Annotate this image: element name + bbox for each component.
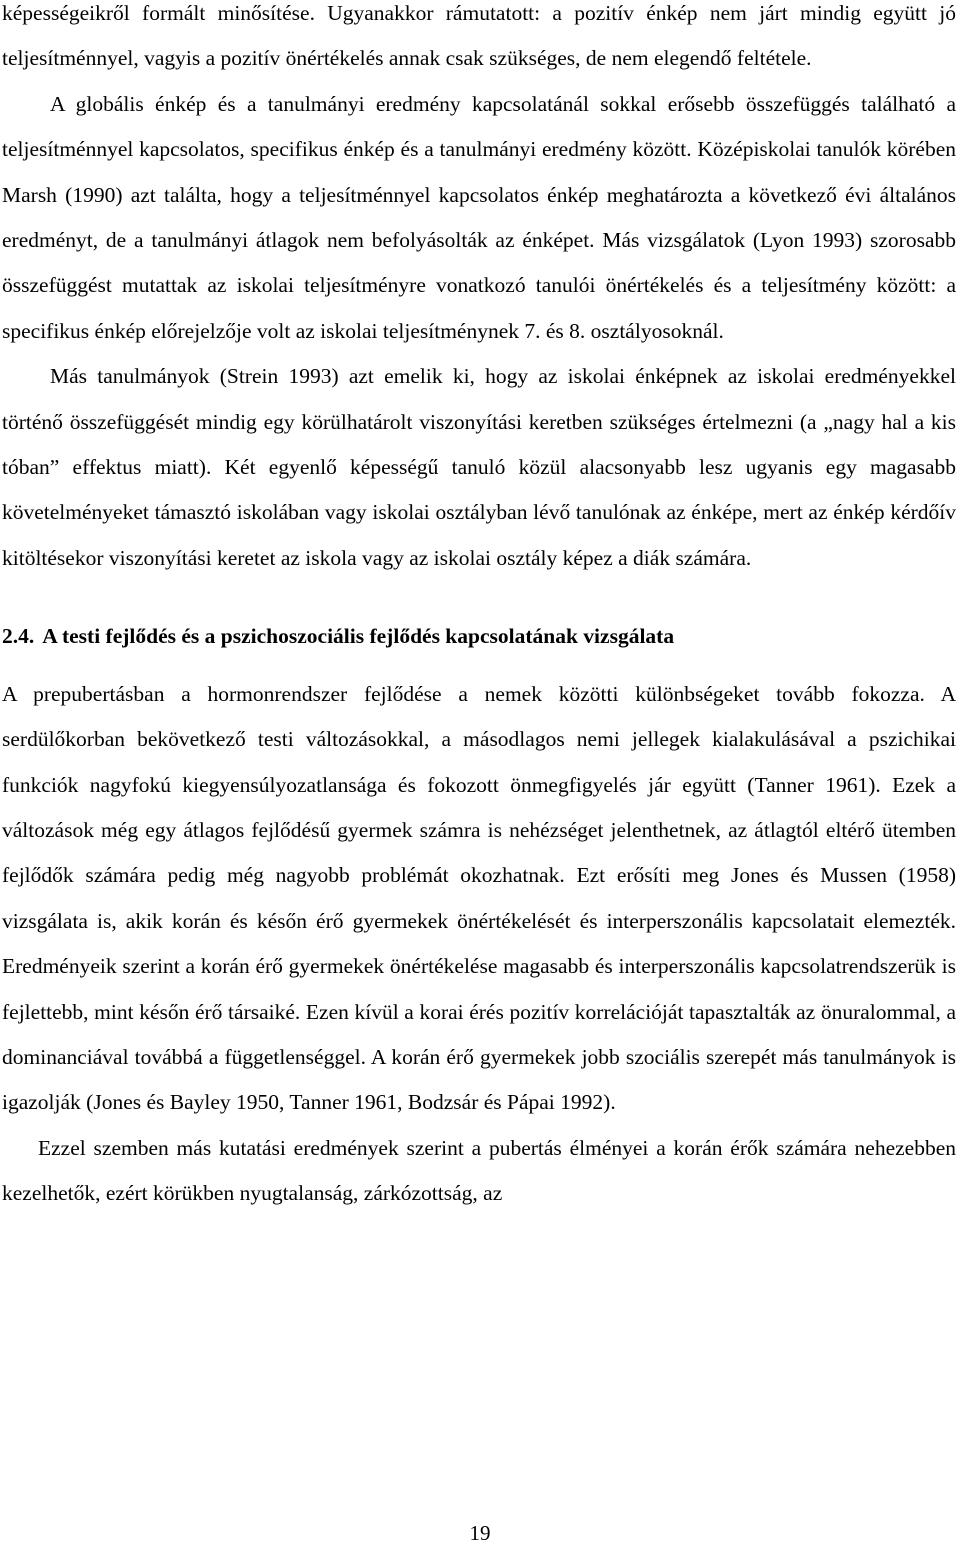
paragraph-contrary-results: Ezzel szemben más kutatási eredmények szerint a pubertás élményei a korán érők számára nehezebben kezelhetők, ezért körükben nyugtalanság, zárkózottság, az [2, 1135, 956, 1206]
section-heading [2, 614, 956, 659]
paragraph-continuation: képességeikről formált minősítése. Ugyanakkor rámutatott: a pozitív énkép nem járt mindig együtt jó teljesítménnyel, vagyis a pozitív önértékelés annak csak szükséges, de nem elegendő feltétele. [2, 1, 956, 71]
section-title: A testi fejlődés és a pszichoszociális fejlődés kapcsolatának vizsgálata [42, 624, 675, 649]
paragraph-other-studies: Más tanulmányok (Strein 1993) azt emelik ki, hogy az iskolai énképnek az iskolai eredményekkel történő összefüggését mindig egy körülhatárolt viszonyítási keretben szükséges értelmezni (a „nagy hal a kis tóban” effektus miatt). Két egyenlő képességű tanuló közül alacsonyabb lesz ugyanis egy magasabb követelményeket támasztó iskolában vagy iskolai osztályban lévő tanulónak az énképe, mert az énkép kérdőív kitöltésekor viszonyítási keretet az iskola vagy az iskolai osztály képez a diák számára. [2, 364, 956, 570]
page-number: 19 [469, 1521, 491, 1545]
section-number: 2.4. [2, 624, 35, 649]
paragraph-prepuberty: A prepubertásban a hormonrendszer fejlődése a nemek közötti különbségeket tovább fokozza. A serdülőkorban bekövetkező testi változásokkal, a másodlagos nemi jellegek kialakulásával a pszichikai funkciók nagyfokú kiegyensúlyozatlansága és fokozott önmegfigyelés jár együtt (Tanner 1961). Ezek a változások még egy átlagos fejlődésű gyermek számra is nehézséget jelenthetnek, az átlagtól eltérő ütemben fejlődők számára pedig még nagyobb problémát okozhatnak. Ezt erősíti meg Jones és Mussen (1958) vizsgálata is, akik korán és későn érő gyermekek önértékelését és interperszonális kapcsolatait elemezték. Eredményeik szerint a korán érő gyermekek önértékelése magasabb és interperszonális kapcsolatrendszerük is fejlettebb, mint későn érő társaiké. Ezen kívül a korai érés pozitív korrelációját tapasztalták az önuralommal, a dominanciával továbbá a függetlenséggel. A korán érő gyermekek jobb szociális szerepét más tanulmányok is igazolják (Jones és Bayley 1950, Tanner 1961, Bodzsár és Pápai 1992). [2, 681, 956, 1115]
document-body [2, 0, 956, 1217]
paragraph-global-self-image: A globális énkép és a tanulmányi eredmény kapcsolatánál sokkal erősebb összefüggés található a teljesítménnyel kapcsolatos, specifikus énkép és a tanulmányi eredmény között. Középiskolai tanulók körében Marsh (1990) azt találta, hogy a teljesítménnyel kapcsolatos énkép meghatározta a következő évi általános eredményt, de a tanulmányi átlagok nem befolyásolták az énképet. Más vizsgálatok (Lyon 1993) szorosabb összefüggést mutattak az iskolai teljesítményre vonatkozó tanulói önértékelés és a teljesítmény között: a specifikus énkép előrejelzője volt az iskolai teljesítménynek 7. és 8. osztályosoknál. [2, 91, 956, 343]
